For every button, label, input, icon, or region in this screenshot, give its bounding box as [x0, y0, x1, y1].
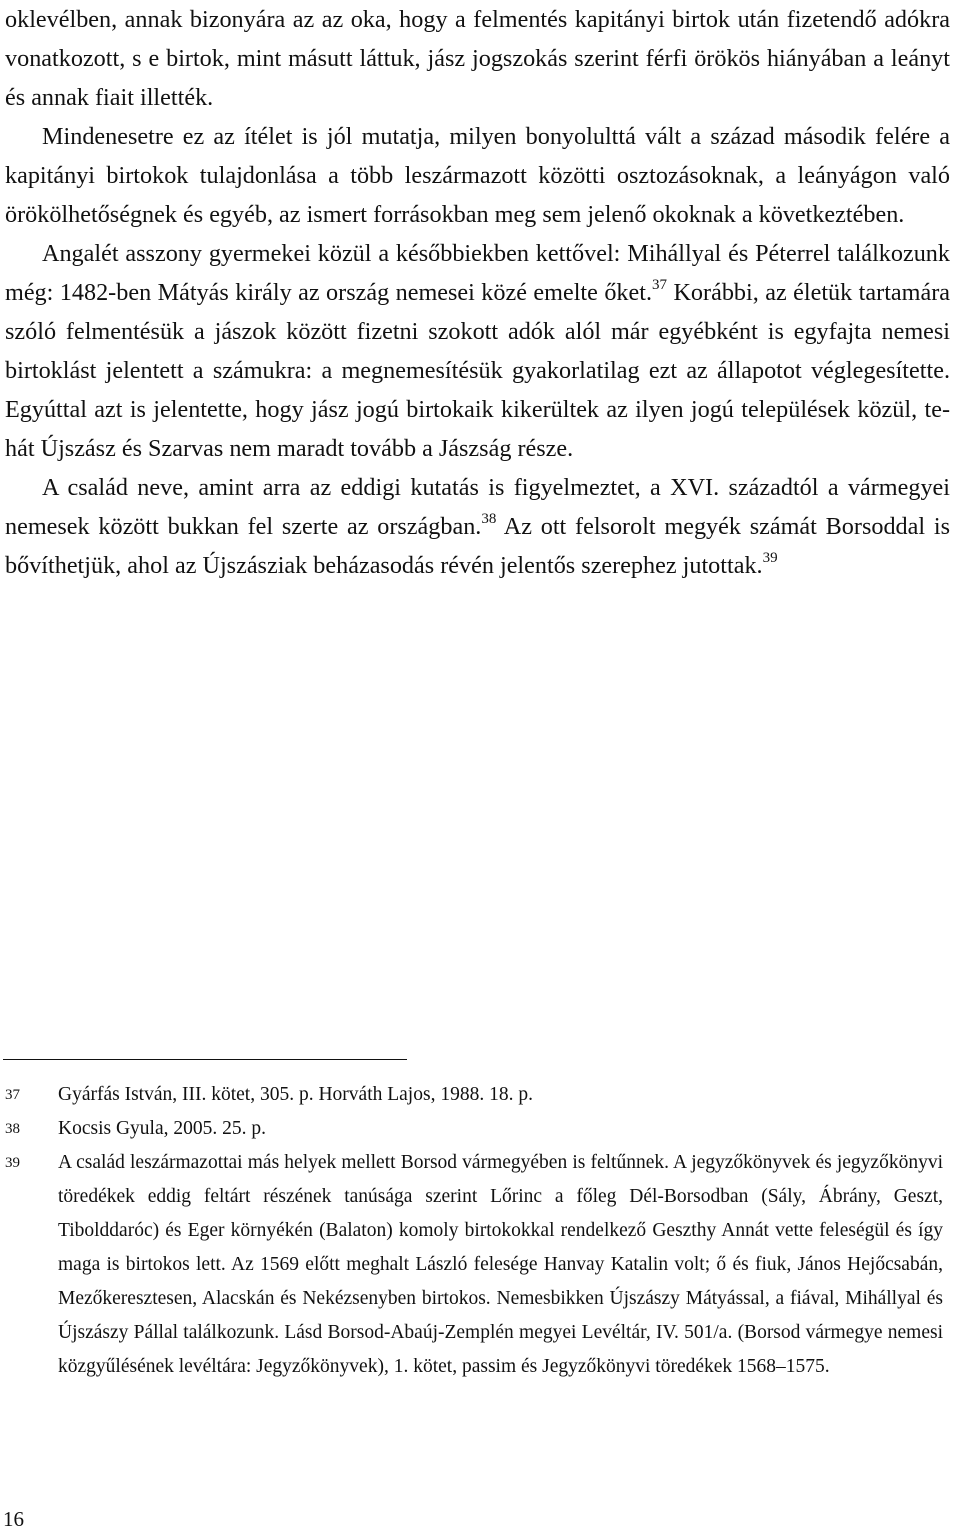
paragraph-3-text-a: Angalét asszony gyermekei közül a későbbiekben kettővel: Mihállyal és Péterrel találkozunk még: 1482-ben Mátyás király az ország nemesei közé emelte őket. — [5, 240, 950, 306]
footnote-number: 39 — [5, 1155, 20, 1171]
footnote-ref-39[interactable]: 39 — [762, 549, 778, 566]
footnote-ref-37[interactable]: 37 — [652, 276, 668, 293]
paragraph-4-text-a: A család neve, amint arra az eddigi kutatás is figyelmeztet, a XVI. századtól a vármegyei nemesek között bukkan fel szerte az országban. — [5, 474, 950, 540]
paragraph-4 — [5, 468, 950, 585]
main-text — [5, 0, 950, 585]
footnote-38 — [5, 1112, 943, 1146]
footnote-39 — [5, 1146, 943, 1384]
paragraph-1-text: oklevélben, annak bizonyára az az oka, hogy a felmentés kapitányi birtok után fizetendő adókra vonatkozott, s e birtok, mint másutt láttuk, jász jogszokás szerint férfi örökös hiányában a leányt és annak fiait illették. — [5, 6, 950, 111]
paragraph-4-text-b: Az ott felsorolt megyék számát Borsoddal is bővíthetjük, ahol az Újszásziak beházasodás révén jelentős szerephez jutottak. — [5, 513, 950, 579]
footnote-number: 38 — [5, 1121, 20, 1137]
footnote-37 — [5, 1078, 943, 1112]
paragraph-2-text: Mindenesetre ez az ítélet is jól mutatja, milyen bonyolulttá vált a század második felére a kapitányi birtokok tulajdonlása a több leszármazott közötti osztozásoknak, a leányágon való örökölhetőségnek és egyéb, az ismert forrásokban meg sem jelenő okoknak a következtében. — [5, 123, 950, 228]
paragraph-2 — [5, 117, 950, 234]
footnote-text: Gyárfás István, III. kötet, 305. p. Horváth Lajos, 1988. 18. p. — [58, 1084, 533, 1105]
page-number: 16 — [3, 1507, 24, 1531]
footnote-ref-38[interactable]: 38 — [481, 510, 497, 527]
paragraph-1 — [5, 0, 950, 117]
footnote-number: 37 — [5, 1087, 20, 1103]
footnote-text: Kocsis Gyula, 2005. 25. p. — [58, 1118, 266, 1139]
footnote-separator — [3, 1059, 407, 1060]
footnotes — [5, 1078, 943, 1384]
footnote-text: A család leszármazottai más helyek mellett Borsod vármegyében is feltűnnek. A jegyzőkönyvek és jegyzőkönyvi töredékek eddig feltárt részének tanúsága szerint Lőrinc a főleg Dél-Borsodban (Sály, Ábrány, Geszt, Tibolddaróc) és Eger környékén (Balaton) komoly birtokokkal rendelkező Geszthy Annát vette feleségül és így maga is birtokos lett. Az 1569 előtt meghalt László felesége Hanvay Katalin volt; ő és fiuk, János Hejőcsabán, Mezőkeresztesen, Alacskán és Nekézsenyben birtokos. Nemesbikken Újszászy Mátyással, a fiával, Mihállyal és Újszászy Pállal találkozunk. Lásd Borsod-Abaúj-Zemplén megyei Levéltár, IV. 501/a. (Borsod vármegye nemesi közgyűlésének levéltára: Jegyzőkönyvek), 1. kötet, passim és Jegyzőkönyvi töredékek 1568–1575. — [58, 1152, 943, 1377]
paragraph-3 — [5, 234, 950, 468]
paragraph-3-text-b: Korábbi, az életük tartamára szóló felmentésük a jászok között fizetni szokott adók alól már egyébként is egyfajta nemesi birtoklást jelentett a számukra: a megnemesítésük gyakorlatilag ezt az állapotot véglegesítette. Egyúttal azt is jelentette, hogy jász jogú birtokaik kikerültek az ilyen jogú települések közül, tehát Újszász és Szarvas nem maradt tovább a Jászság része. — [5, 279, 950, 462]
